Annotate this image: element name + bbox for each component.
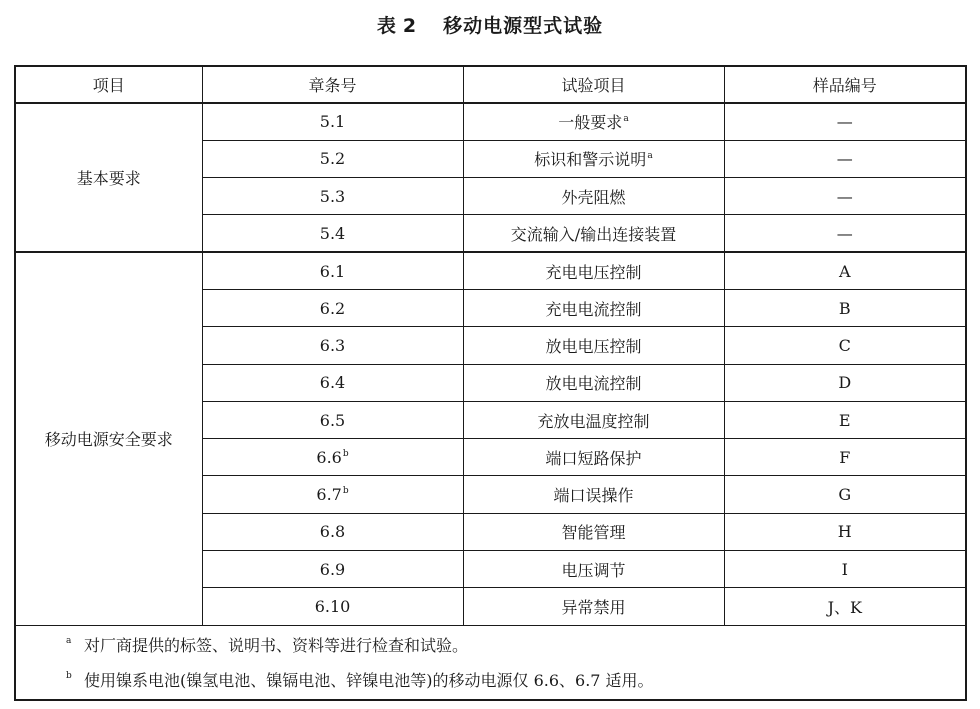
sample-cell [724, 215, 965, 252]
clause-cell [202, 439, 463, 476]
sample-cell [724, 103, 965, 140]
clause-cell-text: 5.2 [319, 149, 346, 169]
clause-cell-text: 6.9 [319, 559, 346, 579]
clause-cell [202, 289, 463, 326]
sample-cell [724, 439, 965, 476]
sample-cell-text: B [838, 298, 851, 318]
clause-cell-text: 6.10 [314, 597, 351, 617]
sample-cell [724, 513, 965, 550]
clause-cell-text: 5.3 [319, 186, 346, 206]
clause-cell-text: 5.1 [319, 112, 346, 132]
test-item-cell [463, 513, 724, 550]
sample-cell [724, 401, 965, 438]
test-item-cell-text: 充放电温度控制 [537, 411, 650, 431]
table-row [16, 252, 965, 289]
test-item-cell-text: 充电电流控制 [545, 299, 642, 319]
clause-cell [202, 588, 463, 625]
test-item-cell-text: 一般要求 [558, 113, 623, 133]
sample-cell-text: J、K [827, 598, 862, 618]
note-mark: a [66, 636, 72, 646]
sample-cell-text: — [836, 223, 853, 243]
clause-cell-text: 5.4 [319, 223, 346, 243]
header-clause: 章条号 [202, 67, 463, 103]
test-item-cell [463, 401, 724, 438]
sample-cell-text: G [838, 485, 852, 505]
clause-cell [202, 215, 463, 252]
clause-cell [202, 401, 463, 438]
sample-cell [724, 327, 965, 364]
clause-cell [202, 364, 463, 401]
table-notes [16, 625, 965, 698]
test-item-cell-text: 标识和警示说明 [534, 150, 647, 170]
test-item-cell-text: 交流输入/输出连接装置 [510, 224, 677, 244]
sample-cell-text: — [836, 149, 853, 169]
sample-cell [724, 252, 965, 289]
clause-cell-text: 6.2 [319, 298, 346, 318]
table-label: 表 [376, 15, 397, 37]
sample-cell-text: D [838, 373, 852, 393]
test-item-cell [463, 439, 724, 476]
test-item-cell-text: 智能管理 [561, 523, 626, 543]
table-row [16, 103, 965, 140]
clause-cell [202, 513, 463, 550]
note-a [16, 628, 965, 663]
clause-cell-text: 6.7 [316, 485, 342, 505]
test-item-cell [463, 551, 724, 588]
test-item-cell [463, 289, 724, 326]
sample-cell-text: H [837, 522, 852, 542]
sample-cell-text: A [838, 261, 851, 281]
test-table [16, 67, 965, 626]
clause-cell-text: 6.8 [319, 522, 346, 542]
test-item-cell [463, 476, 724, 513]
test-item-cell [463, 364, 724, 401]
test-item-cell-text: 端口短路保护 [545, 448, 642, 468]
clause-cell [202, 178, 463, 215]
table-title [0, 11, 980, 38]
header-row [16, 67, 965, 103]
sample-cell-text: — [836, 112, 853, 132]
clause-cell-text: 6.4 [319, 373, 346, 393]
clause-cell-text: 6.6 [316, 447, 342, 467]
test-item-cell [463, 140, 724, 177]
sample-cell-text: E [838, 410, 851, 430]
test-item-cell [463, 588, 724, 625]
note-text: 对厂商提供的标签、说明书、资料等进行检查和试验。 [84, 636, 469, 655]
clause-cell [202, 252, 463, 289]
test-item-cell-text: 端口误操作 [553, 486, 634, 506]
clause-cell-text: 6.5 [319, 410, 346, 430]
sample-cell-text: F [839, 447, 851, 467]
sample-cell [724, 289, 965, 326]
table-title-text: 移动电源型式试验 [443, 15, 604, 37]
test-item-cell-text: 放电电流控制 [545, 374, 642, 394]
test-item-cell [463, 252, 724, 289]
sample-cell-text: C [838, 335, 851, 355]
table-body [16, 103, 965, 625]
sample-cell [724, 364, 965, 401]
header-test-item: 试验项目 [463, 67, 724, 103]
test-item-cell [463, 178, 724, 215]
footnote-mark: b [342, 448, 349, 459]
test-item-cell-text: 电压调节 [561, 560, 626, 580]
test-item-cell-text: 外壳阻燃 [561, 187, 626, 207]
sample-cell [724, 178, 965, 215]
clause-cell [202, 476, 463, 513]
header-item: 项目 [16, 67, 202, 103]
clause-cell [202, 551, 463, 588]
test-item-cell-text: 放电电压控制 [545, 336, 642, 356]
footnote-mark: a [623, 114, 629, 125]
clause-cell [202, 327, 463, 364]
clause-cell [202, 103, 463, 140]
group-label: 移动电源安全要求 [16, 252, 202, 625]
note-text: 使用镍系电池(镍氢电池、镍镉电池、锌镍电池等)的移动电源仅 6.6、6.7 适用。 [84, 671, 654, 690]
clause-cell [202, 140, 463, 177]
test-item-cell [463, 103, 724, 140]
footnote-mark: b [342, 486, 349, 497]
sample-cell [724, 588, 965, 625]
sample-cell-text: I [841, 559, 848, 579]
group-label: 基本要求 [16, 103, 202, 252]
table-number: 2 [402, 15, 418, 37]
header-sample-no: 样品编号 [724, 67, 965, 103]
test-item-cell [463, 327, 724, 364]
sample-cell [724, 476, 965, 513]
note-mark: b [66, 671, 72, 681]
sample-cell-text: — [836, 186, 853, 206]
sample-cell [724, 140, 965, 177]
sample-cell [724, 551, 965, 588]
table-frame [14, 65, 967, 701]
clause-cell-text: 6.3 [319, 335, 346, 355]
note-b [16, 663, 965, 698]
footnote-mark: a [647, 151, 653, 162]
clause-cell-text: 6.1 [319, 261, 346, 281]
test-item-cell-text: 充电电压控制 [545, 262, 642, 282]
test-item-cell [463, 215, 724, 252]
test-item-cell-text: 异常禁用 [561, 598, 626, 618]
